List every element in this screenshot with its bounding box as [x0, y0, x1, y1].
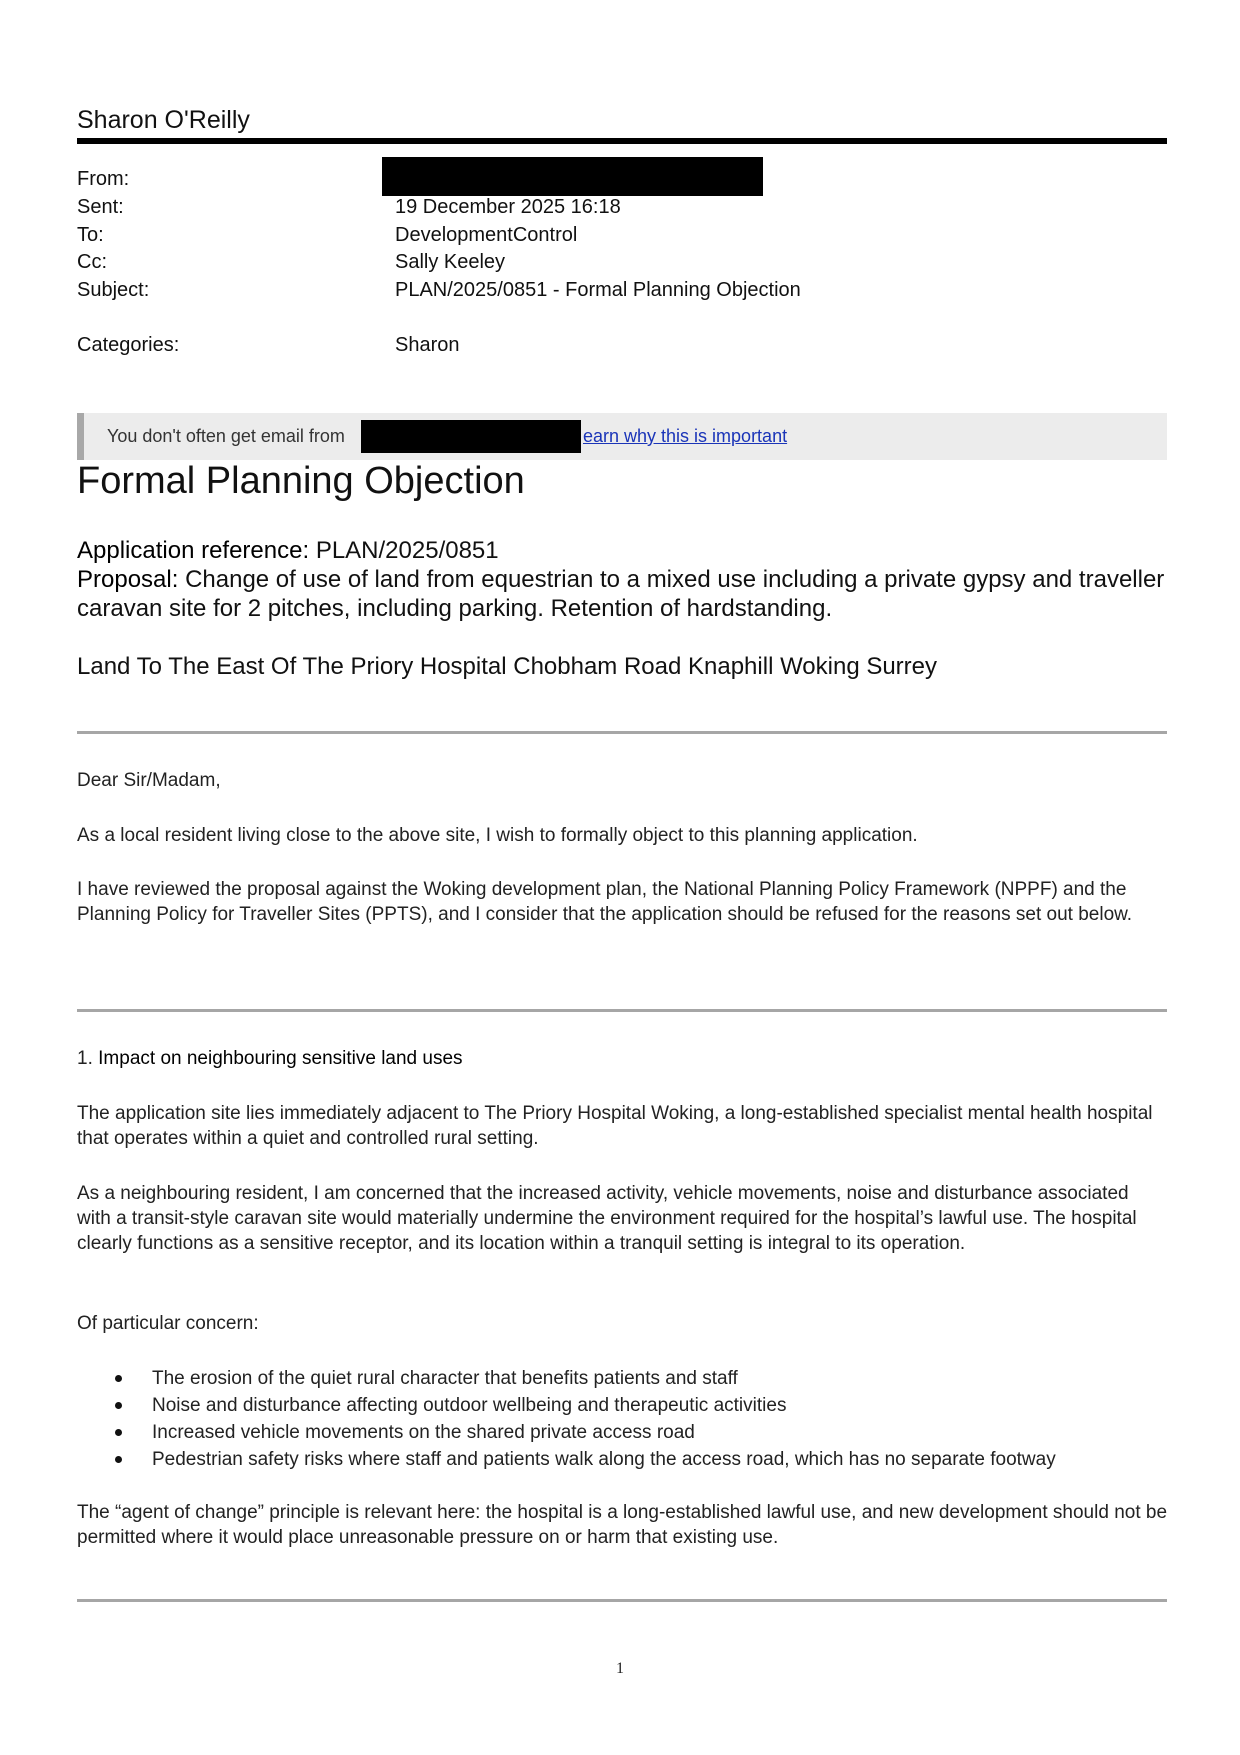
- banner-accent-bar: [77, 413, 84, 460]
- section-1-title: Impact on neighbouring sensitive land uses: [98, 1048, 463, 1069]
- concern-text: Increased vehicle movements on the shared private access road: [152, 1422, 695, 1443]
- external-sender-banner: [77, 413, 1167, 460]
- site-address: Land To The East Of The Priory Hospital Chobham Road Knaphill Woking Surrey: [77, 653, 938, 680]
- list-item: [77, 1447, 1167, 1474]
- page-number: 1: [616, 1660, 624, 1677]
- header-divider: [77, 138, 1167, 144]
- cc-row: [77, 251, 1167, 277]
- proposal-label: Proposal:: [77, 566, 179, 593]
- application-reference-label: Application reference:: [77, 537, 310, 564]
- section-1-number: 1.: [77, 1048, 93, 1069]
- to-value: DevelopmentControl: [395, 224, 578, 246]
- categories-label: Categories:: [77, 334, 180, 356]
- sent-value: 19 December 2025 16:18: [395, 196, 621, 218]
- cc-label: Cc:: [77, 251, 107, 273]
- section-divider: [77, 1599, 1167, 1602]
- cc-value: Sally Keeley: [395, 251, 506, 273]
- from-label: From:: [77, 168, 130, 190]
- learn-why-important-link[interactable]: earn why this is important: [583, 426, 788, 446]
- proposal-value: Change of use of land from equestrian to a mixed use including a private gypsy and traveller caravan site for 2 pitches, including parking. Retention of hardstanding.: [77, 566, 1165, 622]
- concern-text: Noise and disturbance affecting outdoor wellbeing and therapeutic activities: [152, 1395, 787, 1416]
- categories-row: [77, 334, 1167, 360]
- to-label: To:: [77, 224, 104, 246]
- agent-of-change-paragraph: The “agent of change” principle is relevant here: the hospital is a long-established lawful use, and new development should not be permitted where it would place unreasonable pressure on or harm that existing use.: [77, 1502, 1168, 1548]
- list-item: [77, 1366, 1167, 1393]
- application-reference-value: PLAN/2025/0851: [315, 537, 499, 564]
- concerns-list: [77, 1366, 1167, 1474]
- section-divider: [77, 1009, 1167, 1012]
- categories-value: Sharon: [395, 334, 460, 356]
- redacted-sender-address: [361, 420, 581, 453]
- concern-text: Pedestrian safety risks where staff and patients walk along the access road, which has no separate footway: [152, 1449, 1056, 1470]
- bullet-icon: [115, 1429, 122, 1436]
- section-1-heading: [77, 1046, 1167, 1071]
- section-1-paragraph-1: The application site lies immediately adjacent to The Priory Hospital Woking, a long-established specialist mental health hospital that operates within a quiet and controlled rural setting.: [77, 1103, 1153, 1149]
- bullet-icon: [115, 1375, 122, 1382]
- subject-label: Subject:: [77, 279, 150, 301]
- salutation: Dear Sir/Madam,: [77, 770, 221, 791]
- banner-text: You don't often get email from: [107, 426, 345, 446]
- list-item: [77, 1393, 1167, 1420]
- proposal: [77, 565, 1167, 623]
- redacted-sender-block: [382, 157, 763, 196]
- to-row: [77, 224, 1167, 250]
- sent-label: Sent:: [77, 196, 124, 218]
- list-item: [77, 1420, 1167, 1447]
- application-reference: [77, 536, 1167, 565]
- section-divider: [77, 731, 1167, 734]
- subject-value: PLAN/2025/0851 - Formal Planning Objection: [395, 279, 801, 301]
- bullet-icon: [115, 1402, 122, 1409]
- section-1-paragraph-2: As a neighbouring resident, I am concerned that the increased activity, vehicle movements, noise and disturbance associated with a transit-style caravan site would materially undermine the environment required for the hospital’s lawful use. The hospital clearly functions as a sensitive receptor, and its location within a tranquil setting is integral to its operation.: [77, 1183, 1137, 1254]
- review-paragraph: I have reviewed the proposal against the Woking development plan, the National Planning Policy Framework (NPPF) and the Planning Policy for Traveller Sites (PPTS), and I consider that the application should be refused for the reasons set out below.: [77, 879, 1133, 925]
- concern-intro: Of particular concern:: [77, 1313, 259, 1334]
- intro-paragraph: As a local resident living close to the above site, I wish to formally object to this planning application.: [77, 825, 918, 846]
- letter-title: Formal Planning Objection: [77, 460, 525, 502]
- concern-text: The erosion of the quiet rural character that benefits patients and staff: [152, 1368, 738, 1389]
- subject-row: [77, 279, 1167, 305]
- sent-row: [77, 196, 1167, 222]
- bullet-icon: [115, 1456, 122, 1463]
- mailbox-owner-name: Sharon O'Reilly: [77, 106, 250, 134]
